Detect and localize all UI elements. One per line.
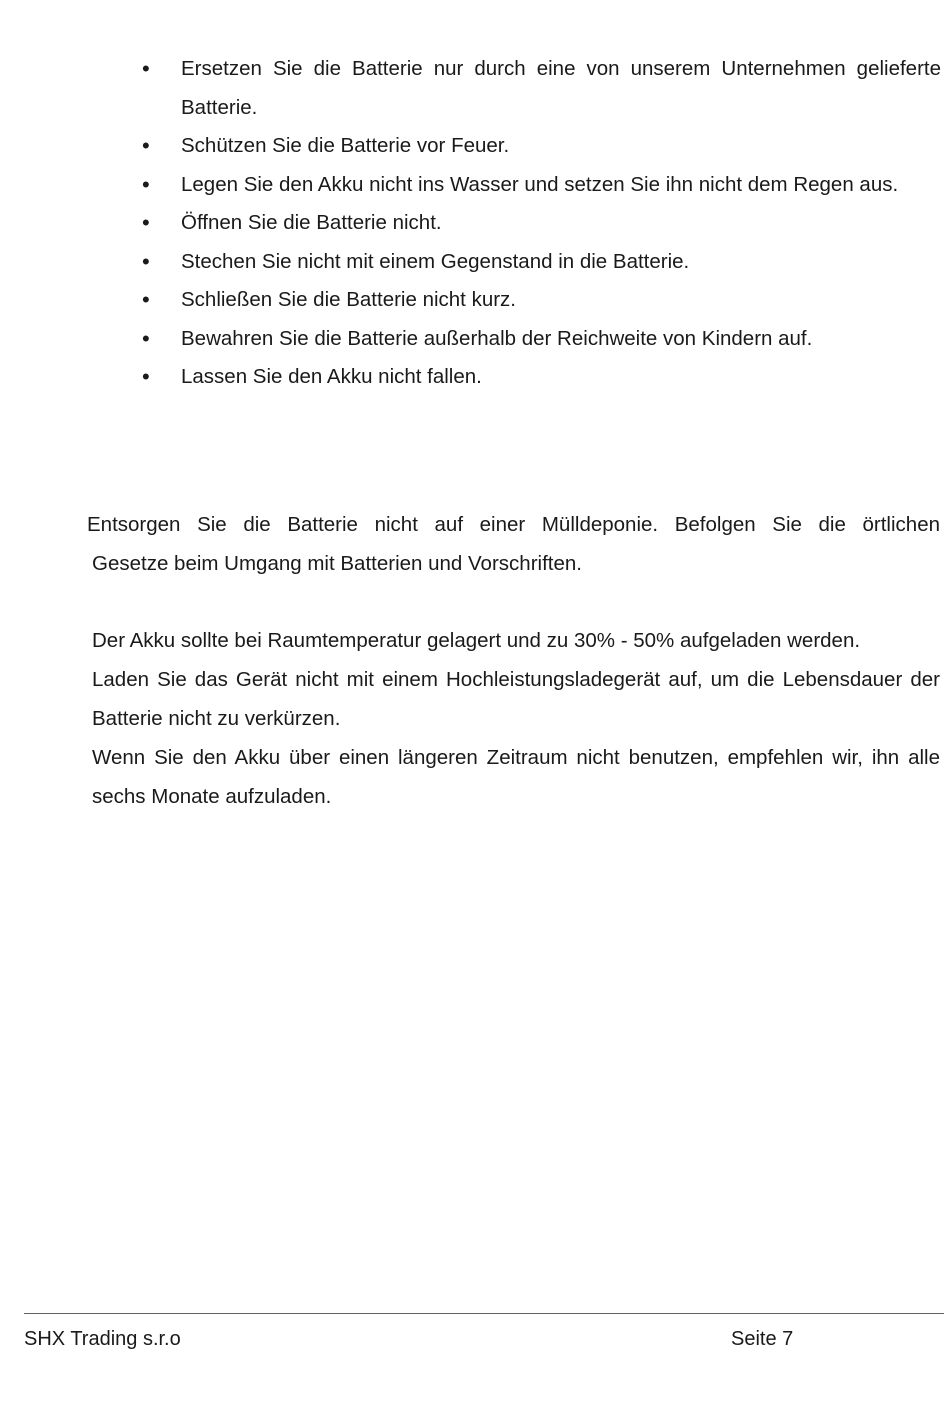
list-item: • Bewahren Sie die Batterie außerhalb der Reichweite von Kindern auf. — [0, 320, 950, 359]
list-item: • Öffnen Sie die Batterie nicht. — [0, 204, 950, 243]
list-item: • Legen Sie den Akku nicht ins Wasser und setzen Sie ihn nicht dem Regen aus. — [0, 166, 950, 205]
list-item: • Stechen Sie nicht mit einem Gegenstand in die Batterie. — [0, 243, 950, 282]
list-item: • Ersetzen Sie die Batterie nur durch eine von unserem Unternehmen gelieferte Batterie. — [0, 50, 950, 127]
charging-text: Laden Sie das Gerät nicht mit einem Hochleistungsladegerät auf, um die Lebensdauer der Batterie nicht zu verkürzen. — [92, 668, 940, 730]
disposal-line-2: Gesetze beim Umgang mit Batterien und Vorschriften. — [92, 552, 582, 575]
footer-page-number: Seite 7 — [731, 1328, 794, 1350]
disposal-paragraph — [87, 505, 940, 583]
footer-divider — [24, 1313, 944, 1314]
list-item: • Lassen Sie den Akku nicht fallen. — [0, 358, 950, 397]
storage-paragraphs — [92, 621, 940, 816]
battery-safety-list — [0, 50, 950, 397]
storage-text: Der Akku sollte bei Raumtemperatur gelagert und zu 30% - 50% aufgeladen werden. — [92, 629, 861, 652]
footer-company: SHX Trading s.r.o — [24, 1328, 181, 1350]
disposal-line-1: Entsorgen Sie die Batterie nicht auf einer Mülldeponie. Befolgen Sie die örtlichen — [87, 513, 940, 536]
list-item: • Schützen Sie die Batterie vor Feuer. — [0, 127, 950, 166]
list-item: • Schließen Sie die Batterie nicht kurz. — [0, 281, 950, 320]
long-term-text: Wenn Sie den Akku über einen längeren Zeitraum nicht benutzen, empfehlen wir, ihn alle sechs Monate aufzuladen. — [92, 746, 940, 808]
